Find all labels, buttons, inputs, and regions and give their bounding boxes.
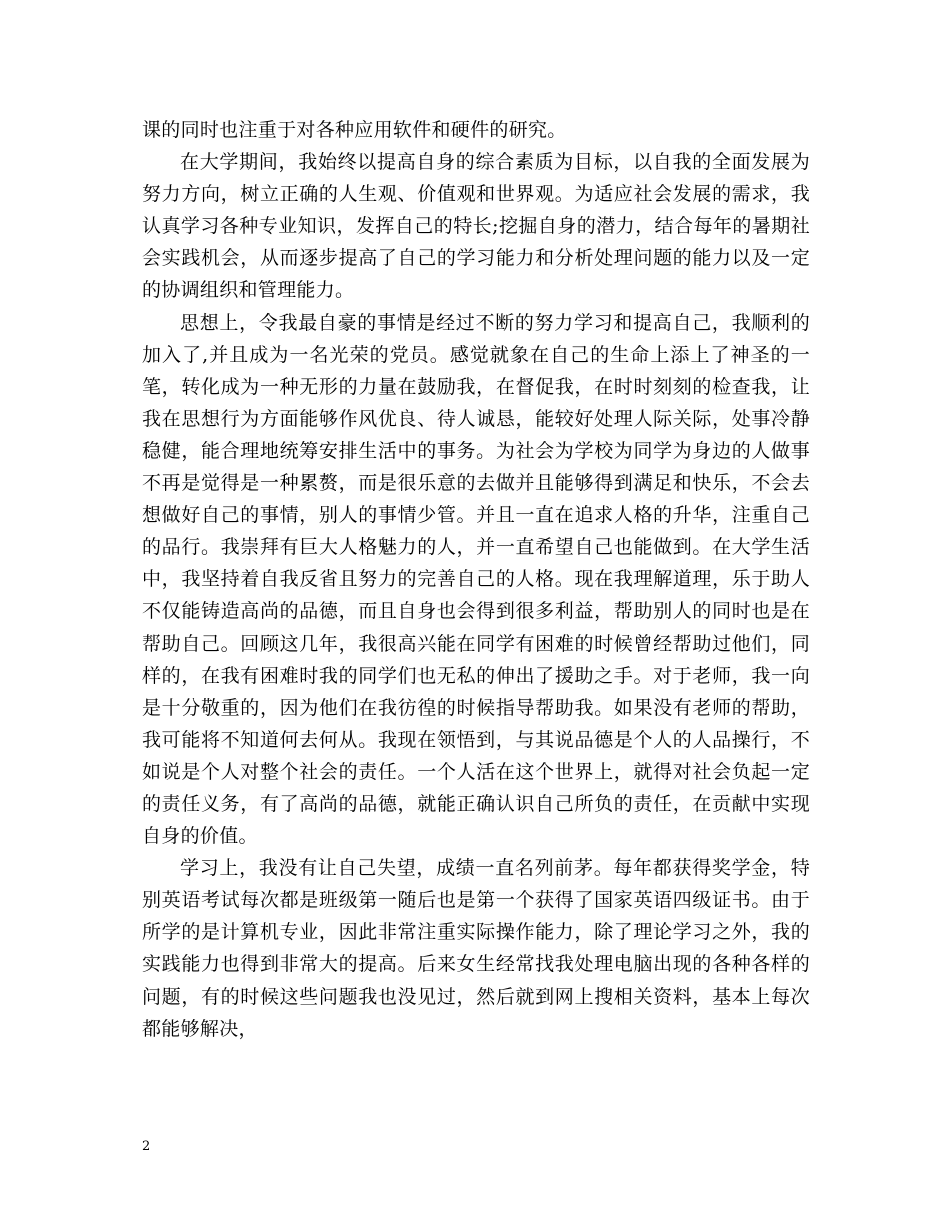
page-number: 2 — [142, 1139, 151, 1154]
paragraph: 学习上，我没有让自己失望，成绩一直名列前茅。每年都获得奖学金，特别英语考试每次都是班级第一随后也是第一个获得了国家英语四级证书。由于所学的是计算机专业，因此非常注重实际操作能力，除了理论学习之外，我的实践能力也得到非常大的提高。后来女生经常找我处理电脑出现的各种各样的问题，有的时候这些问题我也没见过，然后就到网上搜相关资料，基本上每次都能够解决， — [142, 857, 810, 1040]
document-body — [142, 114, 810, 1045]
paragraph: 思想上，令我最自豪的事情是经过不断的努力学习和提高自己，我顺利的加入了,并且成为一名光荣的党员。感觉就象在自己的生命上添上了神圣的一笔，转化成为一种无形的力量在鼓励我，在督促我，在时时刻刻的检查我，让我在思想行为方面能够作风优良、待人诚恳，能较好处理人际关际，处事冷静稳健，能合理地统筹安排生活中的事务。为社会为学校为同学为身边的人做事不再是觉得是一种累赘，而是很乐意的去做并且能够得到满足和快乐，不会去想做好自己的事情，别人的事情少管。并且一直在追求人格的升华，注重自己的品行。我崇拜有巨大人格魅力的人，并一直希望自己也能做到。在大学生活中，我坚持着自我反省且努力的完善自己的人格。现在我理解道理，乐于助人不仅能铸造高尚的品德，而且自身也会得到很多利益，帮助别人的同时也是在帮助自己。回顾这几年，我很高兴能在同学有困难的时候曾经帮助过他们，同样的，在我有困难时我的同学们也无私的伸出了援助之手。对于老师，我一向是十分敬重的，因为他们在我彷徨的时候指导帮助我。如果没有老师的帮助，我可能将不知道何去何从。我现在领悟到，与其说品德是个人的人品操行，不如说是个人对整个社会的责任。一个人活在这个世界上，就得对社会负起一定的责任义务，有了高尚的品德，就能正确认识自己所负的责任，在贡献中实现自身的价值。 — [142, 311, 810, 848]
paragraph: 在大学期间，我始终以提高自身的综合素质为目标，以自我的全面发展为努力方向，树立正确的人生观、价值观和世界观。为适应社会发展的需求，我认真学习各种专业知识，发挥自己的特长;挖掘自身的潜力，结合每年的暑期社会实践机会，从而逐步提高了自己的学习能力和分析处理问题的能力以及一定的协调组织和管理能力。 — [142, 151, 810, 302]
paragraph: 课的同时也注重于对各种应用软件和硬件的研究。 — [142, 119, 567, 141]
